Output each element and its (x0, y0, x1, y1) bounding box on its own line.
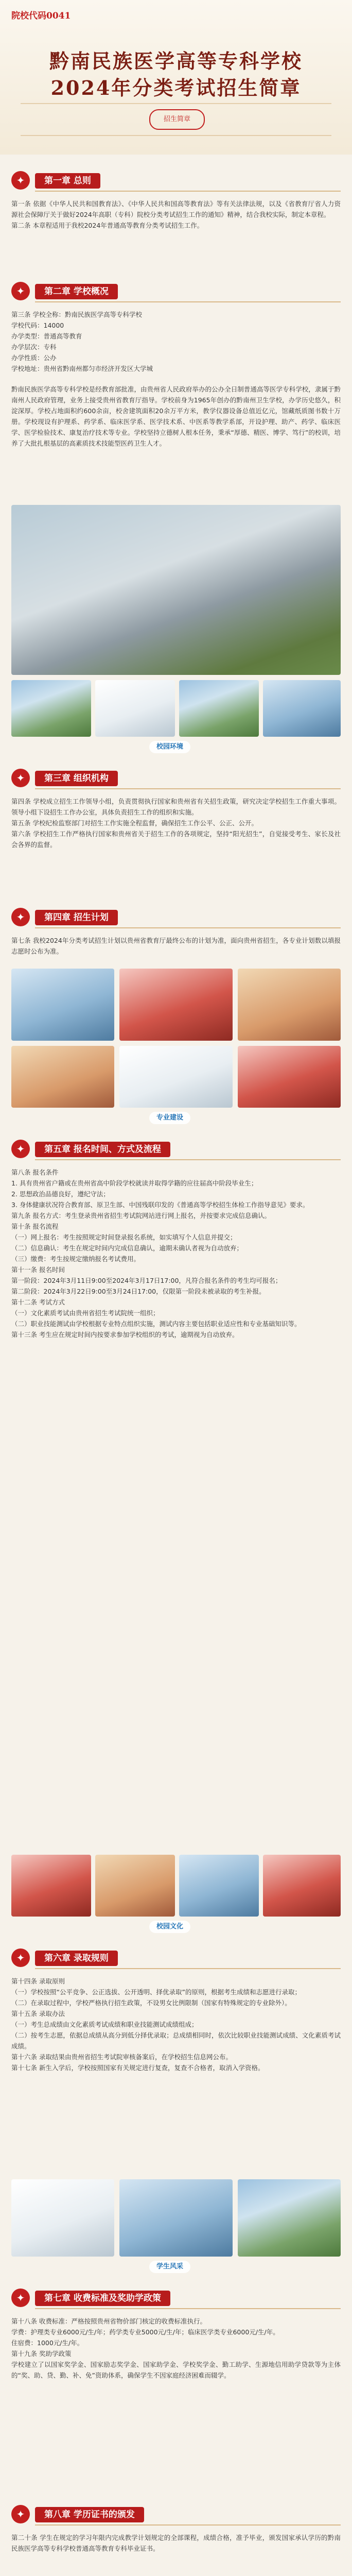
culture-photo-4 (263, 1855, 341, 1917)
section-ch8-title: 第八章 学历证书的颁发 (35, 2507, 144, 2522)
program-photo-6 (238, 1046, 341, 1108)
section-ch1-title: 第一章 总则 (35, 173, 100, 189)
section-ch6-title: 第六章 录取规则 (35, 1951, 118, 1966)
section-divider (35, 2308, 341, 2309)
section-ch4-text: 第七条 我校2024年分类考试招生计划以贵州省教育厅最终公布的计划为准，面向贵州省招生，各专业计划数以填报志愿时公布为准。 (11, 937, 341, 955)
fee-icon: ✦ (11, 2289, 30, 2307)
section-divider (35, 2524, 341, 2526)
section-ch7-title: 第七章 收费标准及奖助学政策 (35, 2291, 170, 2306)
plan-icon: ✦ (11, 908, 30, 926)
campus-caption: 校园环境 (149, 741, 190, 753)
certificate-icon: ✦ (11, 2505, 30, 2523)
admission-icon: ✦ (11, 1948, 30, 1967)
program-photo-1 (11, 969, 114, 1041)
program-photo-2 (119, 969, 233, 1041)
section-ch3-heading (11, 768, 341, 790)
section-ch7-text: 第十八条 收费标准：严格按照贵州省物价部门核定的收费标准执行。 学费：护理类专业6000元/生/年；药学类专业5000元/生/年；临床医学类专业6000元/生/年。 住宿费：1000元/生/年。 第十九条 奖助学政策 学校建立了以国家奖学金、国家励志奖学金、国家助学金、学校奖学金、勤工助学、生源地信用助学贷款等为主体的“奖、助、贷、勤、补、免”资助体系，确保学生不因家庭经济困难而辍学。 (11, 2317, 341, 2379)
culture-photo-3 (179, 1855, 259, 1917)
section-ch5-heading (11, 1139, 341, 1161)
program-caption: 专业建设 (149, 1112, 190, 1124)
section-ch2-heading (11, 281, 341, 303)
student-photo-2 (119, 2179, 233, 2257)
section-ch4-heading (11, 907, 341, 929)
section-divider (35, 788, 341, 789)
header (0, 0, 352, 155)
seal-badge: 招生简章 (149, 109, 205, 130)
school-icon: ✦ (11, 282, 30, 300)
section-divider (35, 1968, 341, 1969)
book-icon: ✦ (11, 171, 30, 190)
student-photo-1 (11, 2179, 114, 2257)
campus-photo-1 (11, 680, 91, 737)
student-caption: 学生风采 (149, 2261, 190, 2273)
section-divider (35, 301, 341, 302)
section-divider (35, 191, 341, 192)
section-ch5-title: 第五章 报名时间、方式及流程 (35, 1142, 170, 1157)
org-icon: ✦ (11, 769, 30, 787)
section-ch2-intro: 黔南民族医学高等专科学校是经教育部批准，由贵州省人民政府举办的公办全日制普通高等医学专科学校，隶属于黔南州人民政府管理，业务上接受贵州省教育厅指导。学校前身为1965年创办的黔南州卫生学校，办学历史悠久，积淀深厚。学校占地面积约600余亩，校舍建筑面积20余万平方米，教学仪器设备总值近亿元，馆藏纸质图书数十万册。学校现设有护理系、药学系、临床医学系、医学技术系、中医系等教学系部，开设护理、助产、药学、临床医学、医学检验技术、康复治疗技术等专业。学校坚持立德树人根本任务，秉承“厚德、精医、博学、笃行”的校训，培养了大批扎根基层的高素质技术技能型医药卫生人才。 (11, 385, 341, 447)
section-ch3-title: 第三章 组织机构 (35, 771, 118, 786)
campus-building-photo (11, 505, 341, 675)
section-ch1-heading (11, 170, 341, 193)
section-ch5-text: 第八条 报名条件 1. 具有贵州省户籍或在贵州省高中阶段学校就读并取得学籍的应往届高中阶段毕业生； 2. 思想政治品德良好，遵纪守法； 3. 身体健康状况符合教育部、原卫生部、中国残联印发的《普通高等学校招生体检工作指导意见》要求。 第九条 报名方式：考生登录贵州省招生考试院网站进行网上报名，并按要求完成信息确认。 第十条 报名流程 （一）网上报名：考生按照规定时间登录报名系统，如实填写个人信息并提交； （二）信息确认：考生在规定时间内完成信息确认，逾期未确认者视为自动放弃； （三）缴费：考生按规定缴纳报名考试费用。 第十一条 报名时间 第一阶段：2024年3月11日9:00至2024年3月17日17:00，凡符合报名条件的考生均可报名； 第二阶段：2024年3月22日9:00至3月24日17:00，仅限第一阶段未被录取的考生补报。 第十二条 考试方式 （一）文化素质考试由贵州省招生考试院统一组织； （二）职业技能测试由学校根据专业特点组织实施，测试内容主要包括职业适应性和专业基础知识等。 第十三条 考生应在规定时间内按要求参加学校组织的考试，逾期视为自动放弃。 (11, 1168, 309, 1338)
section-ch4-title: 第四章 招生计划 (35, 910, 118, 925)
section-ch2-basic: 第三条 学校全称：黔南民族医学高等专科学校 学校代码：14000 办学类型：普通高等教育 办学层次：专科 办学性质：公办 学校地址：贵州省黔南州都匀市经济开发区大学城 (11, 311, 153, 372)
title-line-1: 黔南民族医学高等专科学校 (49, 49, 303, 73)
section-ch7-heading (11, 2287, 341, 2310)
culture-photo-2 (95, 1855, 175, 1917)
title-line-2: 2024年分类考试招生简章 (50, 76, 302, 99)
program-photo-4 (11, 1046, 114, 1108)
section-divider (35, 927, 341, 928)
section-ch2-title: 第二章 学校概况 (35, 284, 118, 299)
school-code: 院校代码0041 (11, 11, 71, 21)
culture-caption: 校园文化 (149, 1921, 190, 1933)
campus-photo-2 (95, 680, 175, 737)
register-icon: ✦ (11, 1140, 30, 1158)
section-ch6-text: 第十四条 录取原则 （一）学校按照“公平竞争、公正选拔、公开透明、择优录取”的原则，根据考生成绩和志愿进行录取； （二）在录取过程中，学校严格执行招生政策，不设男女比例限制（国家有特殊规定的专业除外）。 第十五条 录取办法 （一）考生总成绩由文化素质考试成绩和职业技能测试成绩组成； （二）按考生志愿，依据总成绩从高分到低分择优录取；总成绩相同时，依次比较职业技能测试成绩、文化素质考试成绩。 第十六条 录取结果由贵州省招生考试院审核备案后，在学校招生信息网公布。 第十七条 新生入学后，学校按照国家有关规定进行复查，复查不合格者，取消入学资格。 (11, 1977, 341, 2072)
section-ch8-text: 第二十条 学生在规定的学习年限内完成教学计划规定的全部课程，成绩合格，准予毕业，颁发国家承认学历的黔南民族医学高等专科学校普通高等教育专科毕业证书。 (11, 2534, 341, 2552)
campus-photo-4 (263, 680, 341, 737)
section-ch8-heading (11, 2504, 341, 2527)
program-photo-3 (238, 969, 341, 1041)
section-ch3-text: 第四条 学校成立招生工作领导小组，负责贯彻执行国家和贵州省有关招生政策，研究决定学校招生工作重大事项。领导小组下设招生工作办公室，具体负责招生工作的组织和实施。 第五条 学校纪检监察部门对招生工作实施全程监督，确保招生工作公平、公正、公开。 第六条 学校招生工作严格执行国家和贵州省关于招生工作的各项规定，坚持“阳光招生”，自觉接受考生、家长及社会各界的监督。 (11, 798, 341, 849)
section-ch6-heading (11, 1947, 341, 1970)
section-ch1-text: 第一条 依据《中华人民共和国教育法》、《中华人民共和国高等教育法》等有关法律法规，以及《省教育厅省人力资源社会保障厅关于做好2024年高职（专科）院校分类考试招生工作的通知》精神，结合我校实际，制定本章程。 第二条 本章程适用于我校2024年普通高等教育分类考试招生工作。 (11, 200, 341, 229)
campus-photo-3 (179, 680, 259, 737)
student-photo-3 (238, 2179, 341, 2257)
culture-photo-1 (11, 1855, 91, 1917)
program-photo-5 (119, 1046, 233, 1108)
section-divider (35, 1159, 341, 1160)
